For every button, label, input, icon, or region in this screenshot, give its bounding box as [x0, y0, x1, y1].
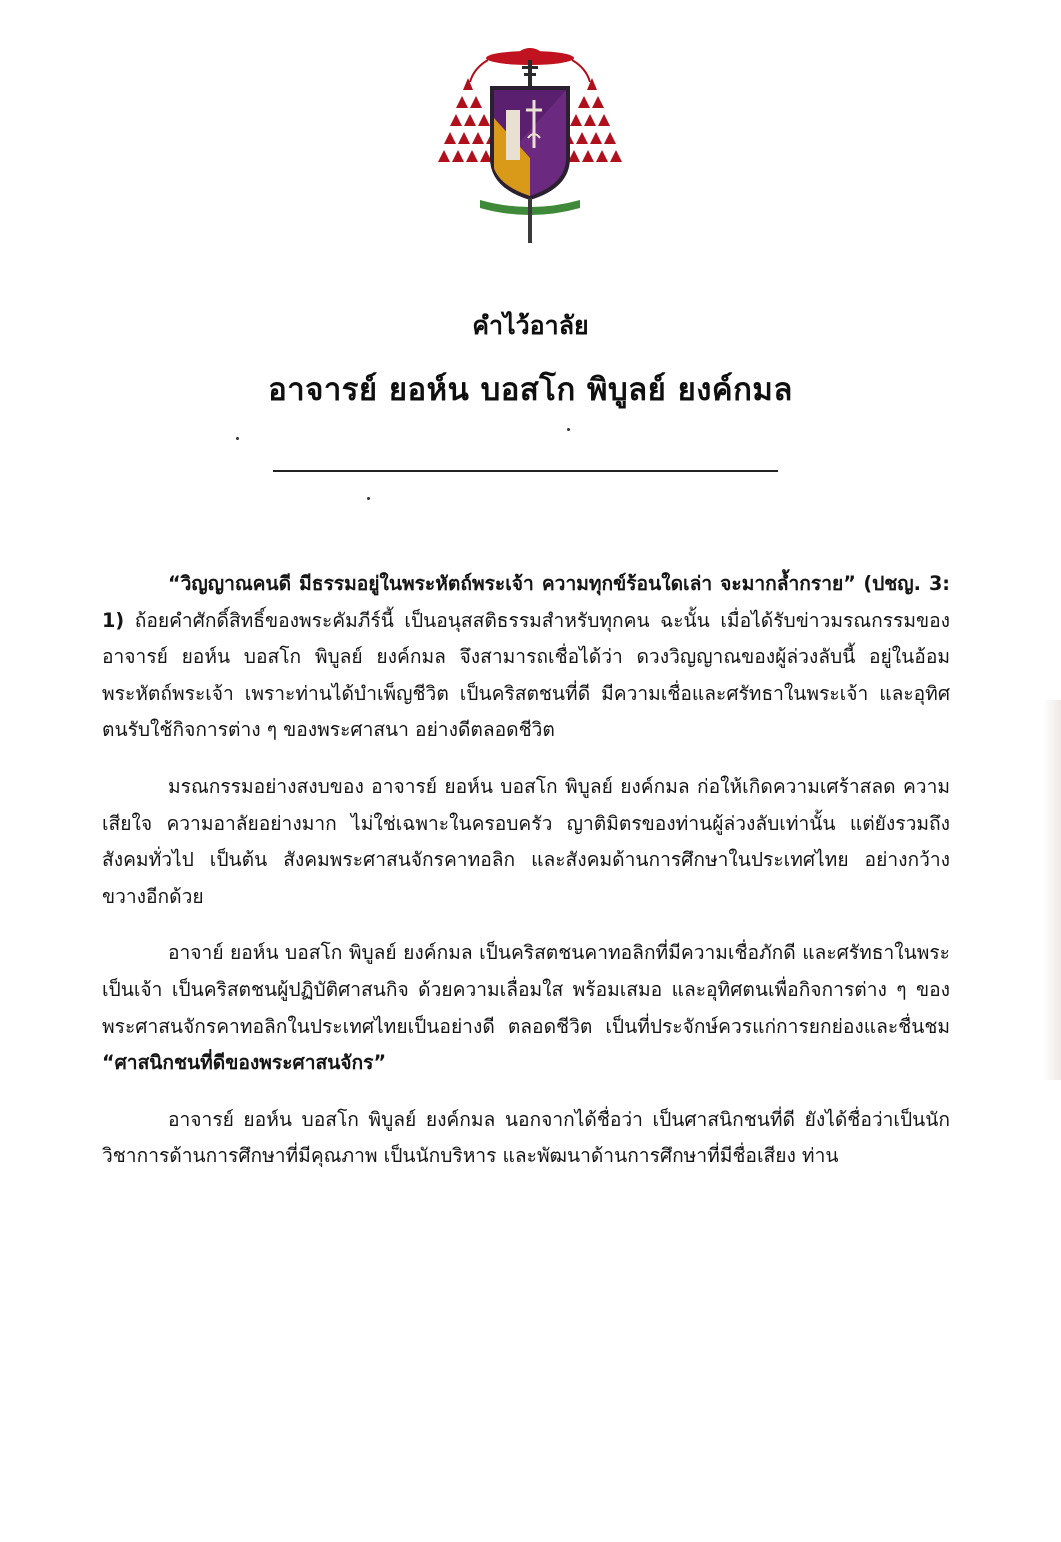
paragraph [102, 935, 950, 1081]
scan-speck [567, 428, 570, 431]
page-subtitle: อาจารย์ ยอห์น บอสโก พิบูลย์ ยงค์กมล [268, 372, 793, 408]
coat-of-arms-icon [430, 38, 630, 243]
scripture-quote: “วิญญาณคนดี มีธรรมอยู่ในพระหัตถ์พระเจ้า ความทุกข์ร้อนใดเล่า จะมากล้ำกราย” [168, 572, 856, 595]
scan-speck [367, 497, 370, 500]
paragraph [102, 566, 950, 749]
paragraph-text: อาจาย์ ยอห์น บอสโก พิบูลย์ ยงค์กมล เป็นคริสตชนคาทอลิกที่มีความเชื่อภักดี และศรัทธาในพระเป็นเจ้า เป็นคริสตชนผู้ปฏิบัติศาสนกิจ ด้วยความเลื่อมใส พร้อมเสมอ และอุทิศตนเพื่อกิจการต่าง ๆ ของพระศาสนจักรคาทอลิกในประเทศไทยเป็นอย่างดี ตลอดชีวิต เป็นที่ประจักษ์ควรแก่การยกย่องและชื่นชม [102, 941, 950, 1038]
paragraph: มรณกรรมอย่างสงบของ อาจารย์ ยอห์น บอสโก พิบูลย์ ยงค์กมล ก่อให้เกิดความเศร้าสลด ความเสียใจ ความอาลัยอย่างมาก ไม่ใช่เฉพาะในครอบครัว ญาติมิตรของท่านผู้ล่วงลับเท่านั้น แต่ยังรวมถึงสังคมทั่วไป เป็นต้น สังคมพระศาสนจักรคาทอลิก และสังคมด้านการศึกษาในประเทศไทย อย่างกว้างขวางอีกด้วย [102, 774, 950, 908]
scan-edge-shadow [1043, 700, 1061, 1080]
paragraph-text: ถ้อยคำศักดิ์สิทธิ์ของพระคัมภีร์นี้ เป็นอนุสสติธรรมสำหรับทุกคน ฉะนั้น เมื่อได้รับข่าวมรณกรรมของอาจารย์ ยอห์น บอสโก พิบูลย์ ยงค์กมล จึงสามารถเชื่อได้ว่า ดวงวิญญาณของผู้ล่วงลับนี้ อยู่ในอ้อมพระหัตถ์พระเจ้า เพราะท่านได้บำเพ็ญชีวิต เป็นคริสตชนที่ดี มีความเชื่อและศรัทธาในพระเจ้า และอุทิศตนรับใช้กิจการต่าง ๆ ของพระศาสนา อย่างดีตลอดชีวิต [102, 608, 950, 742]
title-divider [273, 470, 778, 472]
page-title: คำไว้อาลัย [472, 311, 589, 340]
emphasis-text: “ศาสนิกชนที่ดีของพระศาสนจักร” [102, 1051, 387, 1075]
scan-speck [236, 437, 239, 440]
paragraph: อาจารย์ ยอห์น บอสโก พิบูลย์ ยงค์กมล นอกจากได้ชื่อว่า เป็นศาสนิกชนที่ดี ยังได้ชื่อว่าเป็นนักวิชาการด้านการศึกษาที่มีคุณภาพ เป็นนักบริหาร และพัฒนาด้านการศึกษาที่มีชื่อเสียง ท่าน [102, 1107, 950, 1168]
scripture-citation: (ปชญ. 3: 1) [102, 572, 950, 632]
document-body [102, 566, 950, 1195]
